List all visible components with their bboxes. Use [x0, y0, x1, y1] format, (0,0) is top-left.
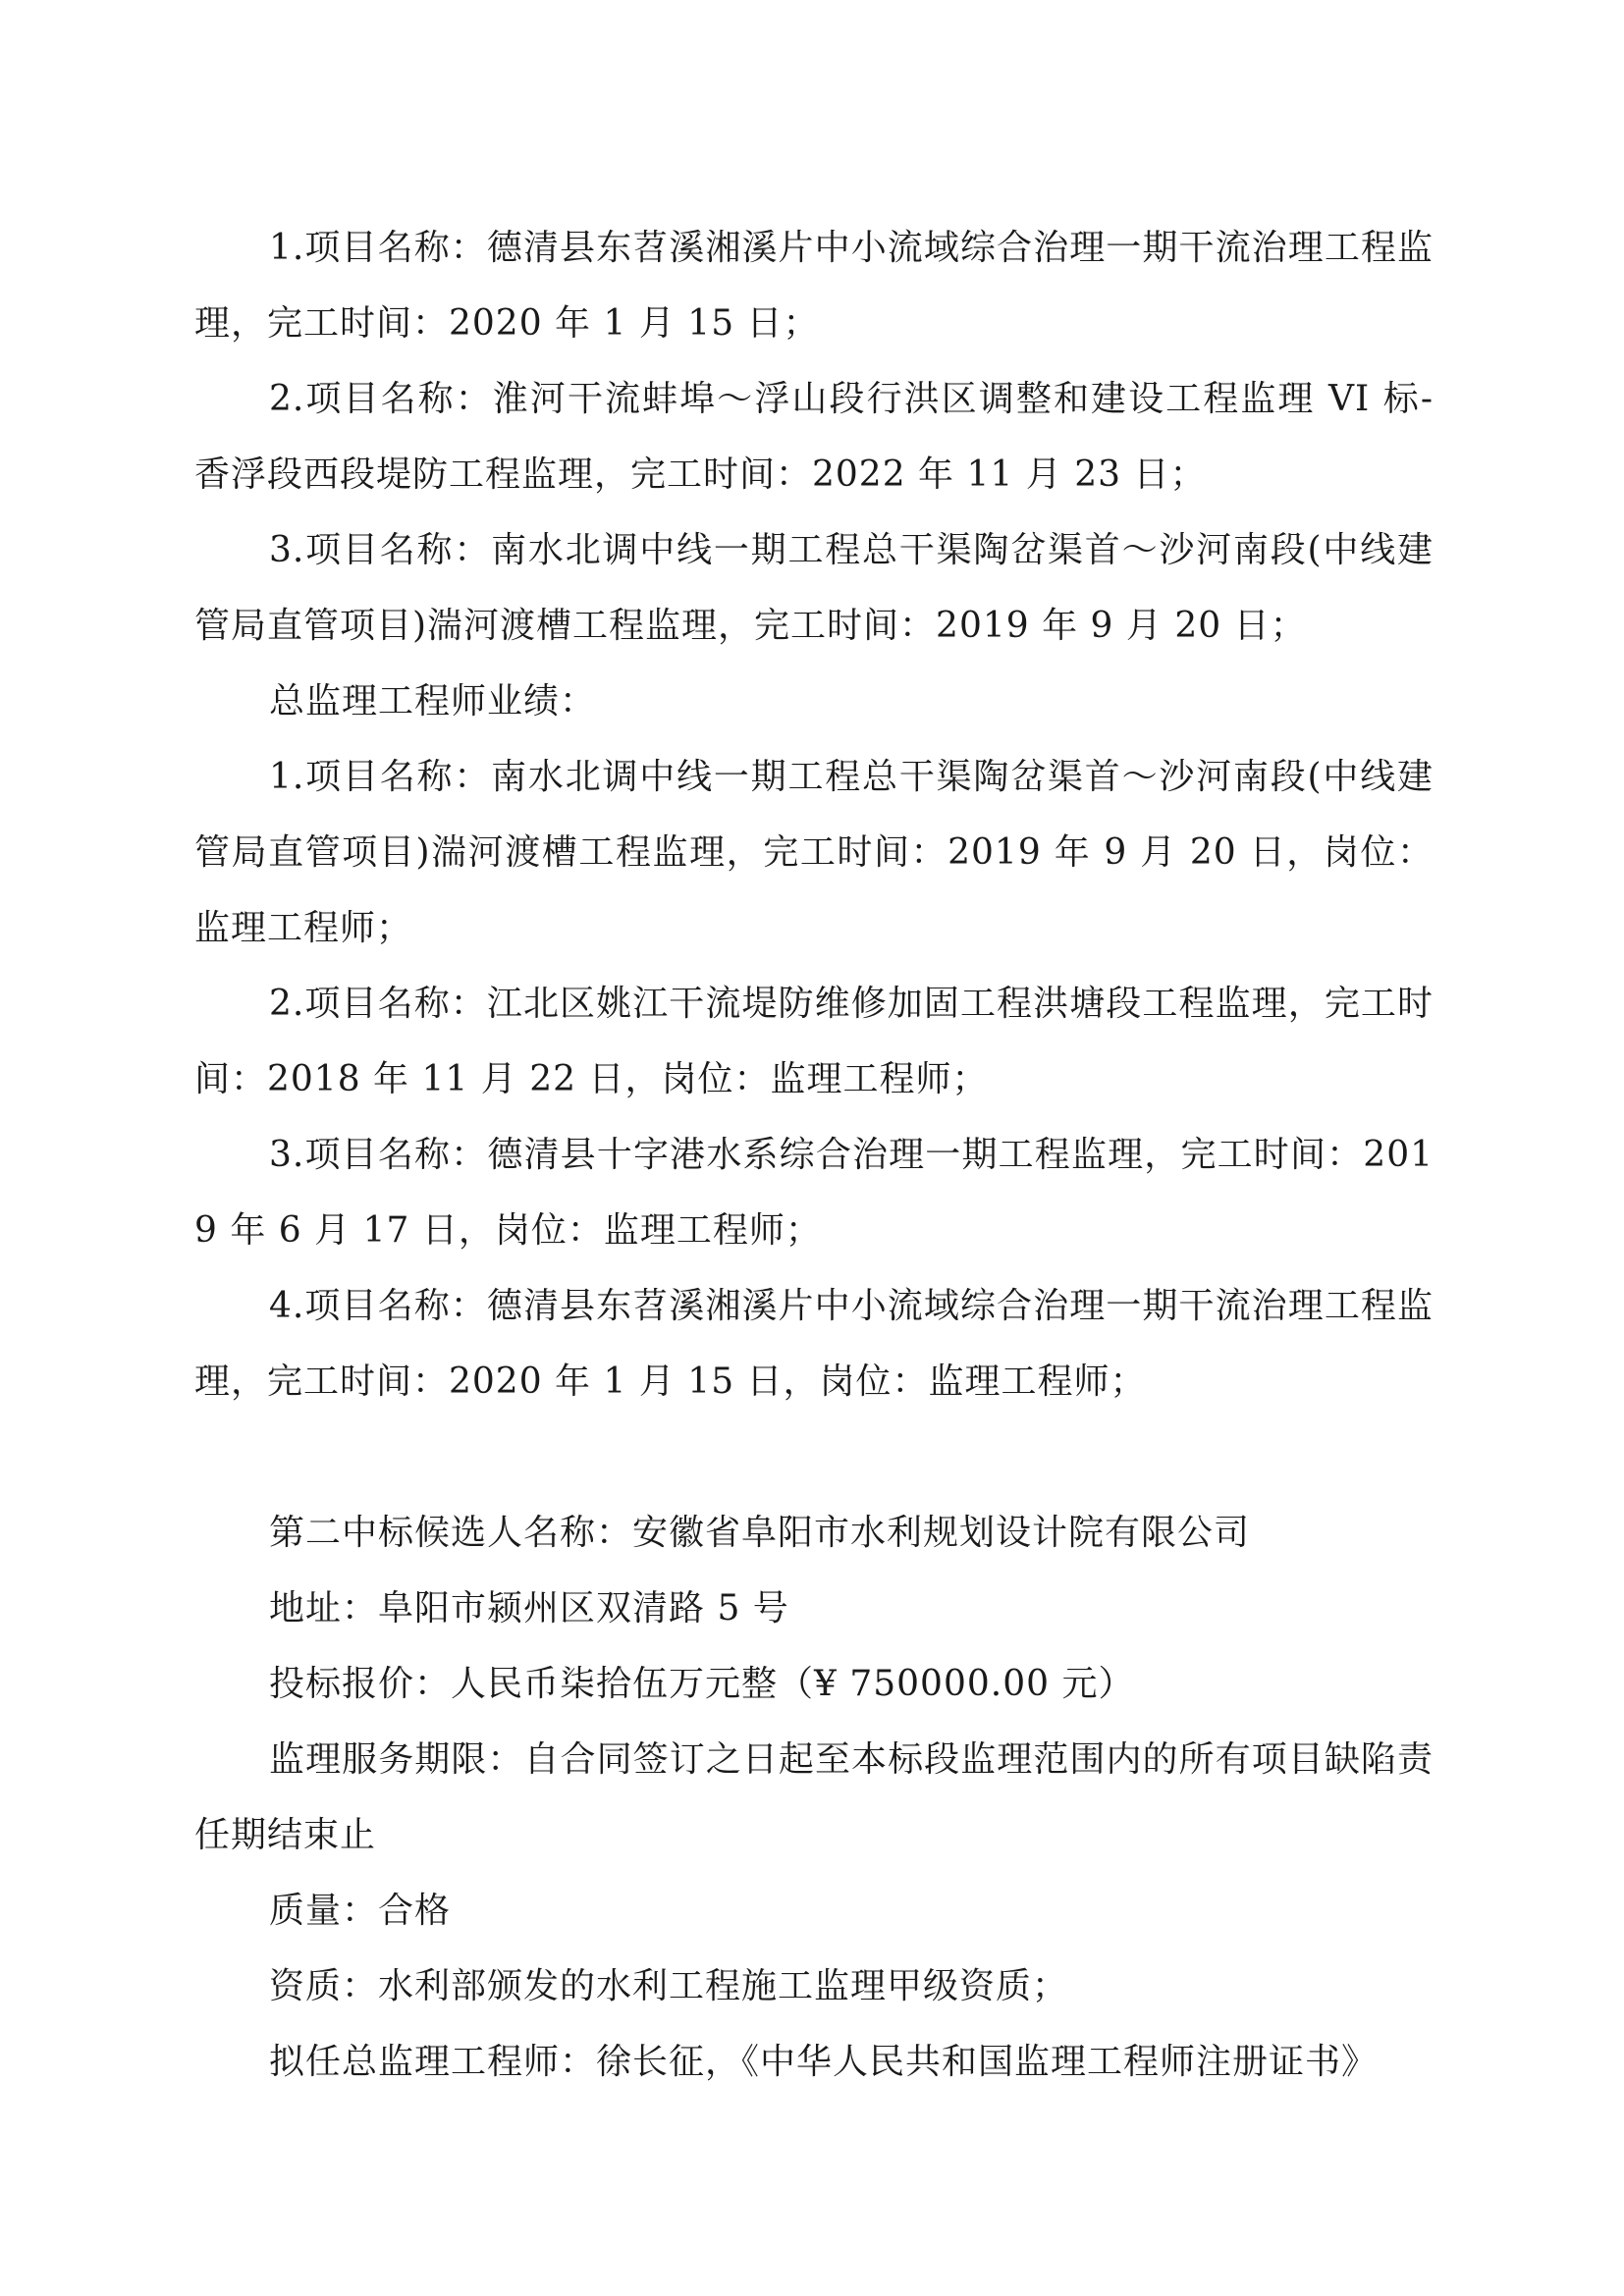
project-item-2: 2.项目名称：淮河干流蚌埠～浮山段行洪区调整和建设工程监理 VI 标-香浮段西段堤防工程监理，完工时间：2022 年 11 月 23 日； — [194, 379, 1434, 495]
chief-project-item-4: 4.项目名称：德清县东苕溪湘溪片中小流域综合治理一期干流治理工程监理，完工时间：2020 年 1 月 15 日，岗位：监理工程师； — [194, 1286, 1434, 1402]
chief-engineer: 拟任总监理工程师：徐长征，《中华人民共和国监理工程师注册证书》 — [269, 2042, 1379, 2082]
service-period: 监理服务期限：自合同签订之日起至本标段监理范围内的所有项目缺陷责任期结束止 — [194, 1739, 1434, 1855]
project-item-3: 3.项目名称：南水北调中线一期工程总干渠陶岔渠首～沙河南段(中线建管局直管项目)湍河渡槽工程监理，完工时间：2019 年 9 月 20 日； — [194, 530, 1434, 646]
chief-project-item-2: 2.项目名称：江北区姚江干流堤防维修加固工程洪塘段工程监理，完工时间：2018 年 11 月 22 日，岗位：监理工程师； — [194, 984, 1434, 1099]
bid-price: 投标报价：人民币柒拾伍万元整（¥ 750000.00 元） — [269, 1664, 1135, 1704]
chief-engineer-heading: 总监理工程师业绩： — [269, 681, 597, 721]
candidate-address: 地址：阜阳市颍州区双清路 5 号 — [269, 1588, 789, 1629]
quality: 质量：合格 — [269, 1891, 452, 1931]
document-body — [194, 210, 1434, 2100]
second-candidate-name: 第二中标候选人名称：安徽省阜阳市水利规划设计院有限公司 — [269, 1513, 1251, 1553]
project-item-1: 1.项目名称：德清县东苕溪湘溪片中小流域综合治理一期干流治理工程监理，完工时间：2020 年 1 月 15 日； — [194, 228, 1434, 344]
section-spacer — [194, 1419, 1434, 1495]
chief-project-item-1: 1.项目名称：南水北调中线一期工程总干渠陶岔渠首～沙河南段(中线建管局直管项目)湍河渡槽工程监理，完工时间：2019 年 9 月 20 日，岗位：监理工程师； — [194, 757, 1434, 948]
chief-project-item-3: 3.项目名称：德清县十字港水系综合治理一期工程监理，完工时间：2019 年 6 月 17 日，岗位：监理工程师； — [194, 1135, 1434, 1251]
qualification: 资质：水利部颁发的水利工程施工监理甲级资质； — [269, 1966, 1069, 2006]
